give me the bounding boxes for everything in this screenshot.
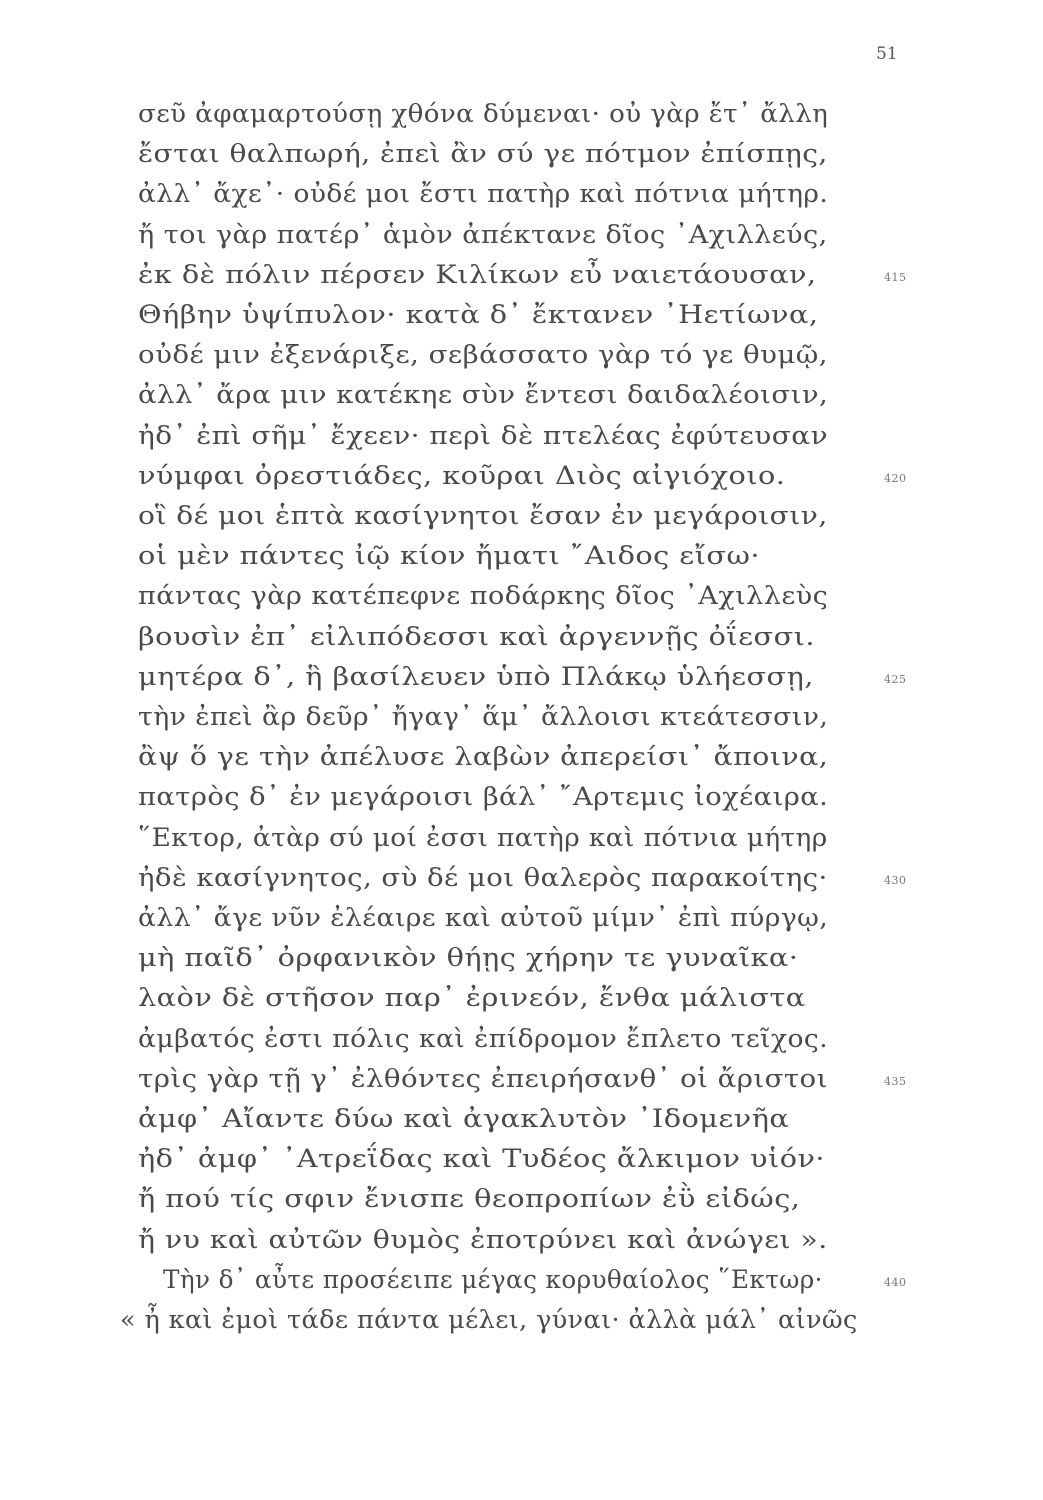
verse-line: νύμφαι ὀρεστιάδες, κοῦραι Διὸς αἰγιόχοιο.: [138, 461, 786, 490]
line-number: 420: [884, 472, 907, 485]
verse-line: ἀμβατός ἐστι πόλις καὶ ἐπίδρομον ἔπλετο τεῖχος.: [138, 1024, 829, 1053]
verse-line: σεῦ ἀφαμαρτούσῃ χθόνα δύμεναι· οὐ γὰρ ἔτ᾽ ἄλλη: [138, 99, 829, 128]
verse-line: ἀμφ᾽ Αἴαντε δύω καὶ ἀγακλυτὸν ᾽Ιδομενῆα: [138, 1104, 790, 1133]
verse-line: ἤ πού τίς σφιν ἔνισπε θεοπροπίων ἐῢ εἰδώς,: [138, 1184, 801, 1213]
verse-line: λαὸν δὲ στῆσον παρ᾽ ἐρινεόν, ἔνθα μάλιστα: [138, 983, 806, 1012]
verse-line: ἀλλ᾽ ἄγε νῦν ἐλέαιρε καὶ αὐτοῦ μίμν᾽ ἐπὶ πύργῳ,: [138, 903, 829, 932]
page-number: 51: [876, 44, 898, 64]
verse-line: πατρὸς δ᾽ ἐν μεγάροισι βάλ᾽ ῎Αρτεμις ἰοχέαιρα.: [138, 782, 829, 811]
verse-line: ῞Εκτορ, ἀτὰρ σύ μοί ἐσσι πατὴρ καὶ πότνια μήτηρ: [138, 823, 828, 852]
verse-line: βουσὶν ἐπ᾽ εἰλιπόδεσσι καὶ ἀργεννῇς ὀΐεσσι.: [138, 622, 816, 651]
line-number: 430: [884, 874, 907, 887]
verse-line: τρὶς γὰρ τῇ γ᾽ ἐλθόντες ἐπειρήσανθ᾽ οἱ ἄριστοι: [138, 1064, 828, 1093]
verse-line: ἠδὲ κασίγνητος, σὺ δέ μοι θαλερὸς παρακοίτης·: [138, 863, 828, 892]
verse-line: ἠδ᾽ ἀμφ᾽ ᾽Ατρεΐδας καὶ Τυδέος ἄλκιμον υἱόν·: [138, 1144, 826, 1173]
verse-line: οἳ δέ μοι ἑπτὰ κασίγνητοι ἔσαν ἐν μεγάροισιν,: [138, 501, 828, 530]
line-number: 440: [884, 1276, 907, 1289]
verse-line: οὐδέ μιν ἐξενάριξε, σεβάσσατο γὰρ τό γε θυμῷ,: [138, 340, 829, 369]
verse-line: τὴν ἐπεὶ ἂρ δεῦρ᾽ ἤγαγ᾽ ἅμ᾽ ἄλλοισι κτεάτεσσιν,: [138, 702, 829, 731]
verse-line: ἤ νυ καὶ αὐτῶν θυμὸς ἐποτρύνει καὶ ἀνώγει ».: [138, 1225, 828, 1254]
verse-line: ἤ τοι γὰρ πατέρ᾽ ἁμὸν ἀπέκτανε δῖος ᾽Αχιλλεύς,: [138, 220, 828, 249]
verse-line: μητέρα δ᾽, ἣ βασίλευεν ὑπὸ Πλάκῳ ὑλήεσσῃ,: [138, 662, 814, 691]
verse-line: ἀλλ᾽ ἄχε᾽· οὐδέ μοι ἔστι πατὴρ καὶ πότνια μήτηρ.: [138, 179, 829, 208]
verse-line: « ἦ καὶ ἐμοὶ τάδε πάντα μέλει, γύναι· ἀλλὰ μάλ᾽ αἰνῶς: [120, 1305, 858, 1334]
line-number: 435: [884, 1075, 907, 1088]
verse-line: ἂψ ὅ γε τὴν ἀπέλυσε λαβὼν ἀπερείσι᾽ ἄποινα,: [138, 742, 829, 771]
verse-line: μὴ παῖδ᾽ ὀρφανικὸν θήῃς χήρην τε γυναῖκα·: [138, 943, 799, 972]
verse-line: πάντας γὰρ κατέπεφνε ποδάρκης δῖος ᾽Αχιλλεὺς: [138, 581, 829, 610]
verse-line: Θήβην ὑψίπυλον· κατὰ δ᾽ ἔκτανεν ᾽Ηετίωνα,: [138, 300, 819, 329]
verse-line: ἀλλ᾽ ἄρα μιν κατέκηε σὺν ἔντεσι δαιδαλέοισιν,: [138, 380, 829, 409]
verse-line: οἱ μὲν πάντες ἰῷ κίον ἤματι ῎Αιδος εἴσω·: [138, 541, 760, 570]
verse-line: ἐκ δὲ πόλιν πέρσεν Κιλίκων εὖ ναιετάουσαν,: [138, 260, 817, 289]
verse-line: Τὴν δ᾽ αὖτε προσέειπε μέγας κορυθαίολος ῞Εκτωρ·: [163, 1265, 823, 1294]
line-number: 415: [884, 271, 907, 284]
verse-line: ἔσται θαλπωρή, ἐπεὶ ἂν σύ γε πότμον ἐπίσπῃς,: [138, 139, 828, 168]
verse-line: ἠδ᾽ ἐπὶ σῆμ᾽ ἔχεεν· περὶ δὲ πτελέας ἐφύτευσαν: [138, 421, 829, 450]
line-number: 425: [884, 673, 907, 686]
